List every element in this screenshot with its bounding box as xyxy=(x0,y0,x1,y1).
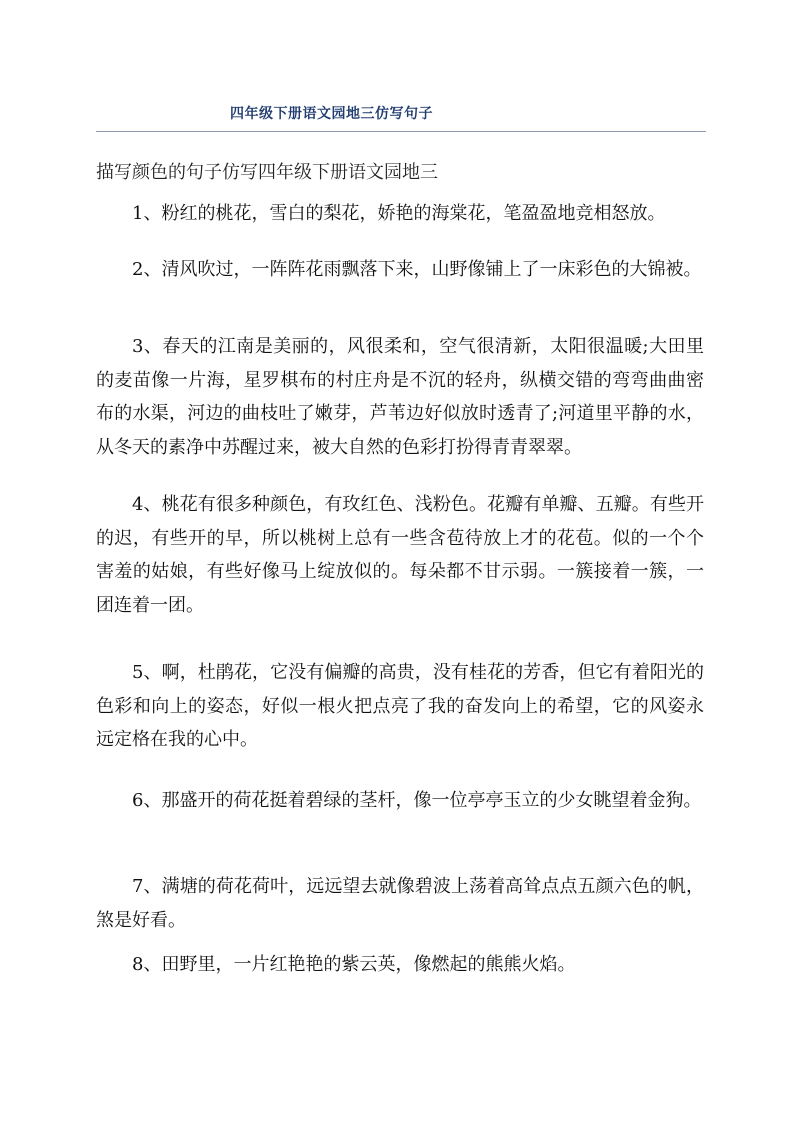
header-title: 四年级下册语文园地三仿写句子 xyxy=(230,106,433,122)
paragraph-3: 3、春天的江南是美丽的，风很柔和，空气很清新，太阳很温暖;大田里的麦苗像一片海，星罗棋布的村庄舟是不沉的轻舟，纵横交错的弯弯曲曲密布的水渠，河边的曲枝吐了嫩芽，芦苇边好似放时透青了;河道里平静的水，从冬天的素净中苏醒过来，被大自然的色彩打扮得青青翠翠。 xyxy=(96,336,704,458)
paragraph-1: 1、粉红的桃花，雪白的梨花，娇艳的海棠花，笔盈盈地竞相怒放。 xyxy=(132,203,666,224)
paragraph-4: 4、桃花有很多种颜色，有玫红色、浅粉色。花瓣有单瓣、五瓣。有些开的迟，有些开的早，所以桃树上总有一些含苞待放上才的花苞。似的一个个害羞的姑娘，有些好像马上绽放似的。每朵都不甘示弱。一簇接着一簇，一团连着一团。 xyxy=(96,494,704,616)
header-divider xyxy=(96,131,706,132)
paragraph-6: 6、那盛开的荷花挺着碧绿的茎杆，像一位亭亭玉立的少女眺望着金狗。 xyxy=(132,790,702,811)
paragraph-8: 8、田野里，一片红艳艳的紫云英，像燃起的熊熊火焰。 xyxy=(132,954,576,975)
paragraph-2: 2、清风吹过，一阵阵花雨飘落下来，山野像铺上了一床彩色的大锦被。 xyxy=(132,259,702,280)
paragraph-7: 7、满塘的荷花荷叶，远远望去就像碧波上荡着高耸点点五颜六色的帆，煞是好看。 xyxy=(96,876,704,931)
paragraph-5: 5、啊，杜鹃花，它没有偏瓣的高贵，没有桂花的芳香，但它有着阳光的色彩和向上的姿态，好似一根火把点亮了我的奋发向上的希望，它的风姿永远定格在我的心中。 xyxy=(96,662,704,750)
document-title: 描写颜色的句子仿写四年级下册语文园地三 xyxy=(96,162,438,183)
